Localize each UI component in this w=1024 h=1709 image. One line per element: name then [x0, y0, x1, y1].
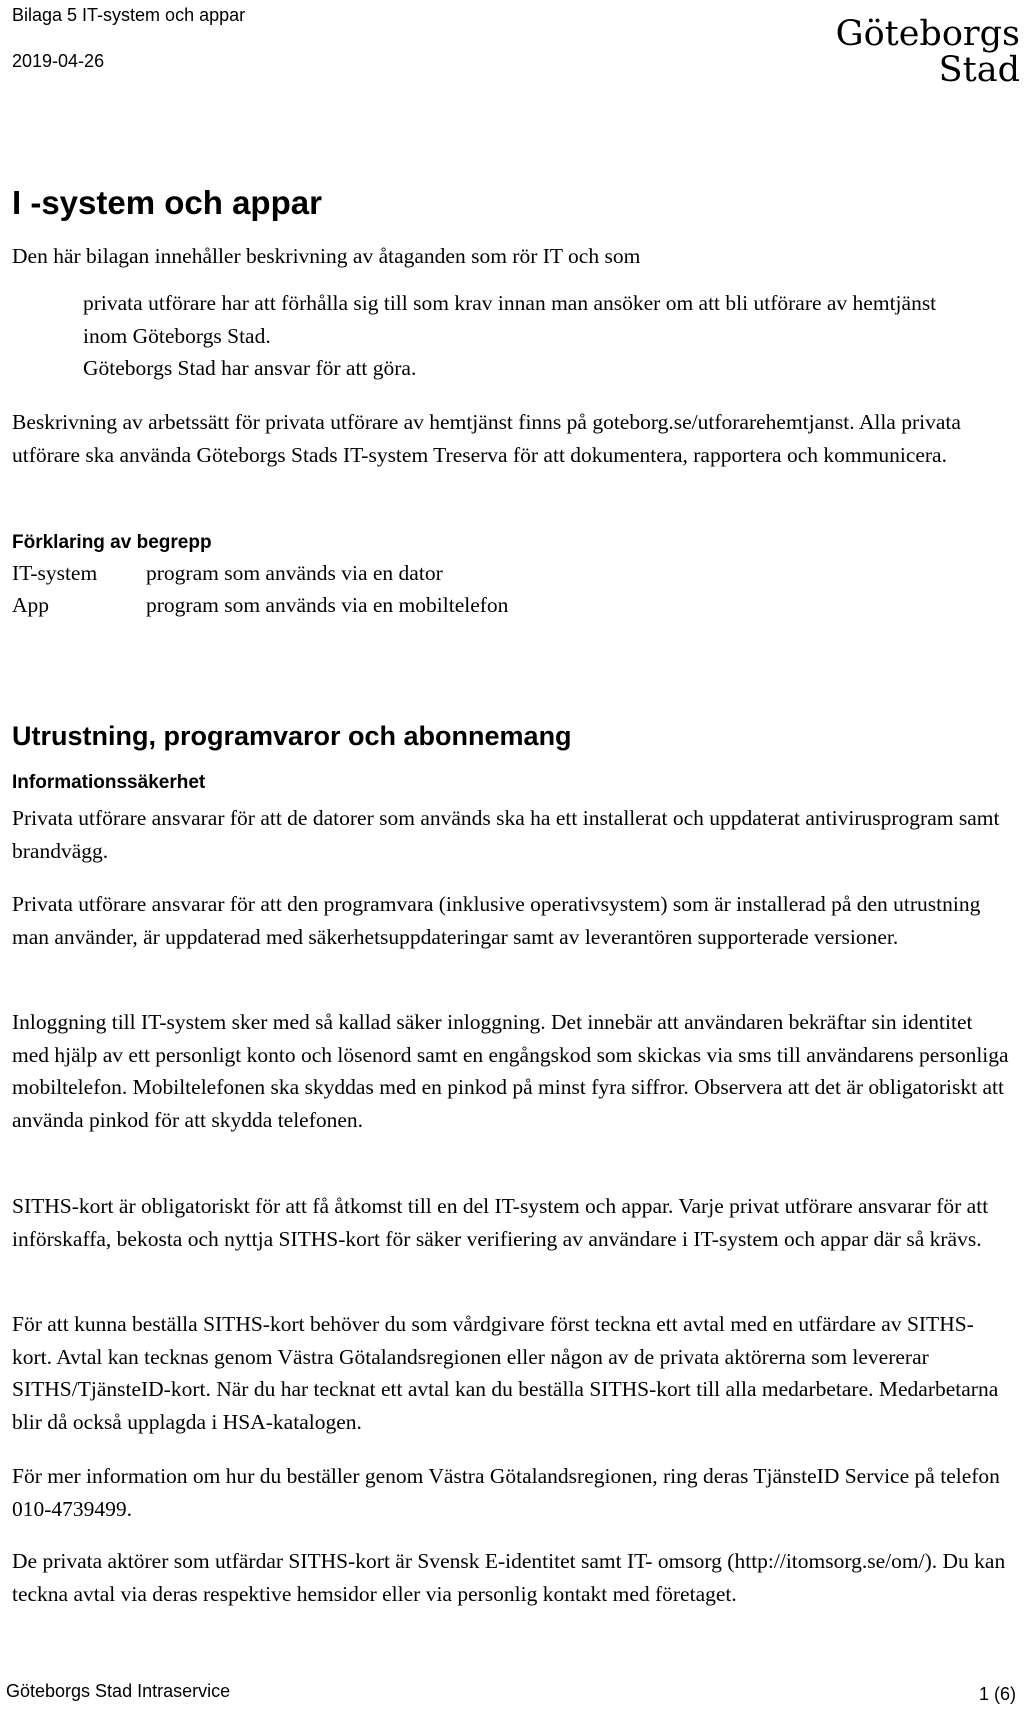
section-paragraph: SITHS-kort är obligatoriskt för att få åtkomst till en del IT-system och appar. Varje privat utförare ansvarar för att införskaffa, bekosta och nyttja SITHS-kort för säker verifiering av användare i IT-system och appar där så krävs.	[12, 1194, 989, 1251]
definition-description: program som används via en dator	[146, 561, 443, 585]
document-date: 2019-04-26	[12, 51, 105, 71]
section-paragraph: Privata utförare ansvarar för att den programvara (inklusive operativsystem) som är installerad på den utrustning man använder, är uppdaterad med säkerhetsuppdateringar samt av leverantören supporterade versioner.	[12, 892, 981, 949]
footer-organization: Göteborgs Stad Intraservice	[6, 1681, 231, 1701]
goteborgs-stad-logo	[780, 16, 1020, 88]
intro-line: Den här bilagan innehåller beskrivning av åtaganden som rör IT och som	[12, 244, 641, 268]
definitions-heading: Förklaring av begrepp	[12, 532, 212, 553]
page-number: 1 (6)	[978, 1684, 1016, 1704]
definition-term: IT-system	[12, 561, 98, 585]
definition-term: App	[12, 593, 50, 617]
intro-indented-paragraph: privata utförare har att förhålla sig till som krav innan man ansöker om att bli utförare av hemtjänst inom Göteborgs Stad.	[83, 291, 937, 348]
page-title: I -system och appar	[12, 184, 322, 221]
section-paragraph: Inloggning till IT-system sker med så kallad säker inloggning. Det innebär att användaren bekräftar sin identitet med hjälp av ett personligt konto och lösenord samt en engångskod som skickas via sms till användarens personliga mobiltelefon. Mobiltelefonen ska skyddas med en pinkod på minst fyra siffror. Observera att det är obligatoriskt att använda pinkod för att skydda telefonen.	[12, 1010, 1009, 1132]
definition-row	[12, 589, 912, 621]
section-heading: Utrustning, programvaror och abonnemang	[12, 721, 572, 751]
definitions-list	[12, 557, 912, 621]
section-paragraph: För att kunna beställa SITHS-kort behöver du som vårdgivare först teckna ett avtal med en utfärdare av SITHS-kort. Avtal kan tecknas genom Västra Götalandsregionen eller någon av de privata aktörerna som levererar SITHS/TjänsteID-kort. När du har tecknat ett avtal kan du beställa SITHS-kort till alla medarbetare. Medarbetarna blir då också upplagda i HSA-katalogen.	[12, 1312, 999, 1434]
definition-row	[12, 557, 912, 589]
section-paragraph: För mer information om hur du beställer genom Västra Götalandsregionen, ring deras TjänsteID Service på telefon 010-4739499.	[12, 1464, 1000, 1521]
definition-description: program som används via en mobiltelefon	[146, 593, 509, 617]
section-subheading: Informationssäkerhet	[12, 772, 206, 793]
logo-line-2: Stad	[938, 50, 1020, 90]
logo-line-1: Göteborgs	[835, 14, 1020, 54]
intro-paragraph-2: Beskrivning av arbetssätt för privata utförare av hemtjänst finns på goteborg.se/utforarehemtjanst. Alla privata utförare ska använda Göteborgs Stads IT-system Treserva för att dokumentera, rapportera och kommunicera.	[12, 410, 961, 467]
section-paragraph: De privata aktörer som utfärdar SITHS-kort är Svensk E-identitet samt IT- omsorg (http://itomsorg.se/om/). Du kan teckna avtal via deras respektive hemsidor eller via personlig kontakt med företaget.	[12, 1549, 1006, 1606]
document-label: Bilaga 5 IT-system och appar	[12, 5, 246, 25]
intro-indented-paragraph-2: Göteborgs Stad har ansvar för att göra.	[83, 356, 417, 380]
section-paragraph: Privata utförare ansvarar för att de datorer som används ska ha ett installerat och uppdaterat antivirusprogram samt brandvägg.	[12, 806, 1000, 863]
